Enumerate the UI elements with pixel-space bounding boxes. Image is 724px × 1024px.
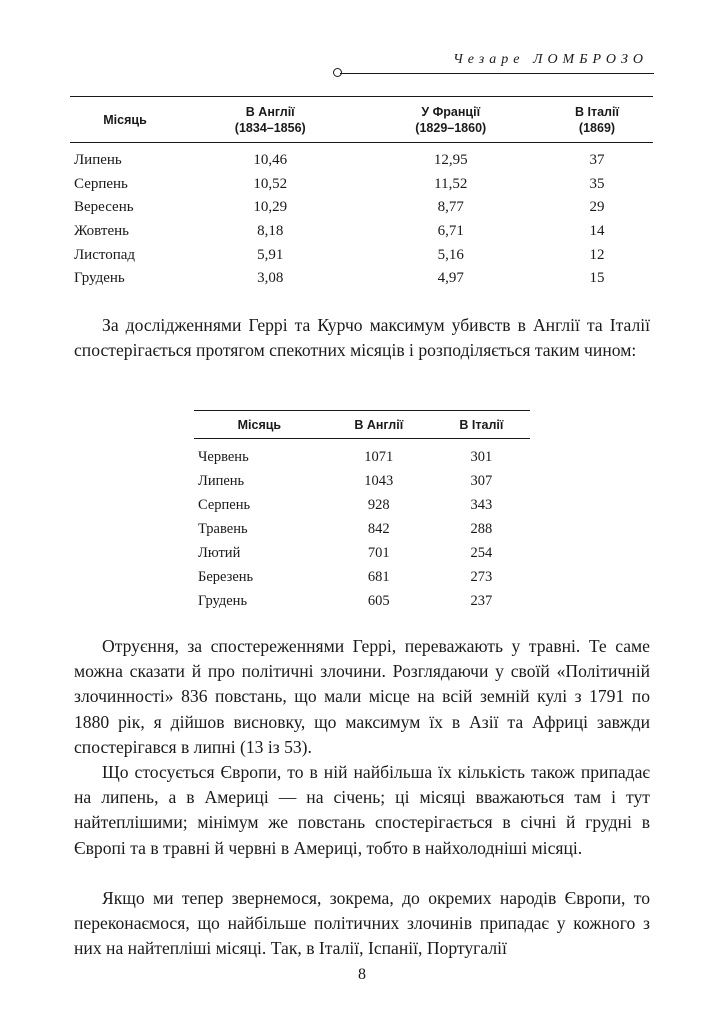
table-row (194, 541, 530, 565)
body-paragraph: Якщо ми тепер звернемося, зокрема, до окремих народів Європи, то переконаємося, що найбільше політичних злочинів припадає у кожного з них на найтепліші місяці. Так, в Італії, Іспанії, Португалії (74, 888, 650, 959)
column-header: Місяць (194, 411, 325, 439)
table-row (194, 469, 530, 493)
table-cell: 12,95 (433, 152, 468, 169)
table-cell: Травень (198, 520, 248, 537)
table-row (194, 565, 530, 589)
table-cell: 11,52 (434, 175, 468, 192)
table-cell: Грудень (198, 592, 248, 609)
table-cell: 605 (367, 592, 390, 609)
murders-by-month-table (194, 410, 530, 613)
table-cell: 12 (589, 246, 605, 263)
column-header: В Італії (433, 411, 530, 439)
table-cell: 842 (367, 520, 390, 537)
table-cell: 301 (470, 448, 493, 465)
table-cell: 3,08 (257, 270, 284, 287)
table-cell: Червень (198, 448, 249, 465)
table-cell: Липень (198, 472, 245, 489)
table-cell: 14 (589, 223, 605, 240)
table-cell: Серпень (74, 175, 128, 192)
body-paragraph: Отруєння, за спостереженнями Геррі, переважають у травні. Те саме можна сказати й про політичні злочини. Розглядаючи у своїй «Політичній злочинності» 836 повстань, що мали місце на всій земній кулі з 1791 по 1880 рік, я дійшов висновку, що максимум їх в Азії та Африці завжди спостерігався в липні (13 із 53). (74, 636, 650, 757)
table-cell: 37 (589, 152, 605, 169)
table-row (194, 493, 530, 517)
table-row (70, 267, 653, 291)
table-row (70, 173, 653, 197)
table-cell: 5,16 (437, 246, 464, 263)
table-cell: 237 (470, 592, 493, 609)
table-cell: 307 (470, 472, 493, 489)
table-row (70, 243, 653, 267)
table-cell: Грудень (74, 270, 125, 287)
table-cell: 29 (589, 199, 605, 216)
table-row (194, 517, 530, 541)
table-cell: 8,18 (257, 223, 284, 240)
table-cell: 10,52 (253, 175, 288, 192)
column-header: В Італії (1869) (541, 97, 653, 143)
table-header-row (194, 411, 530, 439)
table-header-row (70, 97, 653, 143)
column-header: У Франції (1829–1860) (361, 97, 542, 143)
table-row (70, 143, 653, 173)
body-paragraph: За дослідженнями Геррі та Курчо максимум убивств в Англії та Італії спостерігається протягом спекотних місяців і розподіляється таким чином: (74, 315, 650, 361)
table-cell: 5,91 (257, 246, 284, 263)
table-cell: 681 (367, 568, 390, 585)
table-cell: Серпень (198, 496, 251, 513)
column-header: В Англії (1834–1856) (180, 97, 361, 143)
table-cell: 10,29 (253, 199, 288, 216)
table-cell: Липень (74, 152, 122, 169)
table-row (194, 439, 530, 470)
table-cell: 288 (470, 520, 493, 537)
table-cell: 273 (470, 568, 493, 585)
table-cell: Жовтень (74, 223, 129, 240)
table-cell: Лютий (198, 544, 241, 561)
table-row (70, 196, 653, 220)
table-cell: 6,71 (437, 223, 464, 240)
table-cell: 10,46 (253, 152, 288, 169)
table-cell: 701 (367, 544, 390, 561)
body-paragraph: Що стосується Європи, то в ній найбільша їх кількість також припадає на липень, а в Америці — на січень; ці місяці вважаються там і тут найтеплішими; мінімум же повстань спостерігається в січні й грудні в Європі та в травні й червні в Америці, тобто в найхолодніші місяці. (74, 762, 650, 858)
table-cell: Листопад (74, 246, 136, 263)
table-cell: 4,97 (437, 270, 464, 287)
running-head: Чезаре ЛОМБРОЗО (453, 52, 648, 67)
monthly-crime-table (70, 96, 653, 291)
table-cell: 343 (470, 496, 493, 513)
column-header: Місяць (70, 97, 180, 143)
table-cell: 8,77 (437, 199, 464, 216)
table-cell: 1071 (364, 448, 394, 465)
table-cell: Березень (198, 568, 254, 585)
table-cell: Вересень (74, 199, 134, 216)
column-header: В Англії (325, 411, 433, 439)
table-row (194, 589, 530, 613)
page-number: 8 (358, 966, 366, 983)
table-cell: 15 (589, 270, 605, 287)
table-cell: 254 (470, 544, 493, 561)
table-row (70, 220, 653, 244)
table-cell: 1043 (364, 472, 394, 489)
table-cell: 35 (589, 175, 605, 192)
header-rule (340, 73, 654, 74)
table-cell: 928 (367, 496, 390, 513)
